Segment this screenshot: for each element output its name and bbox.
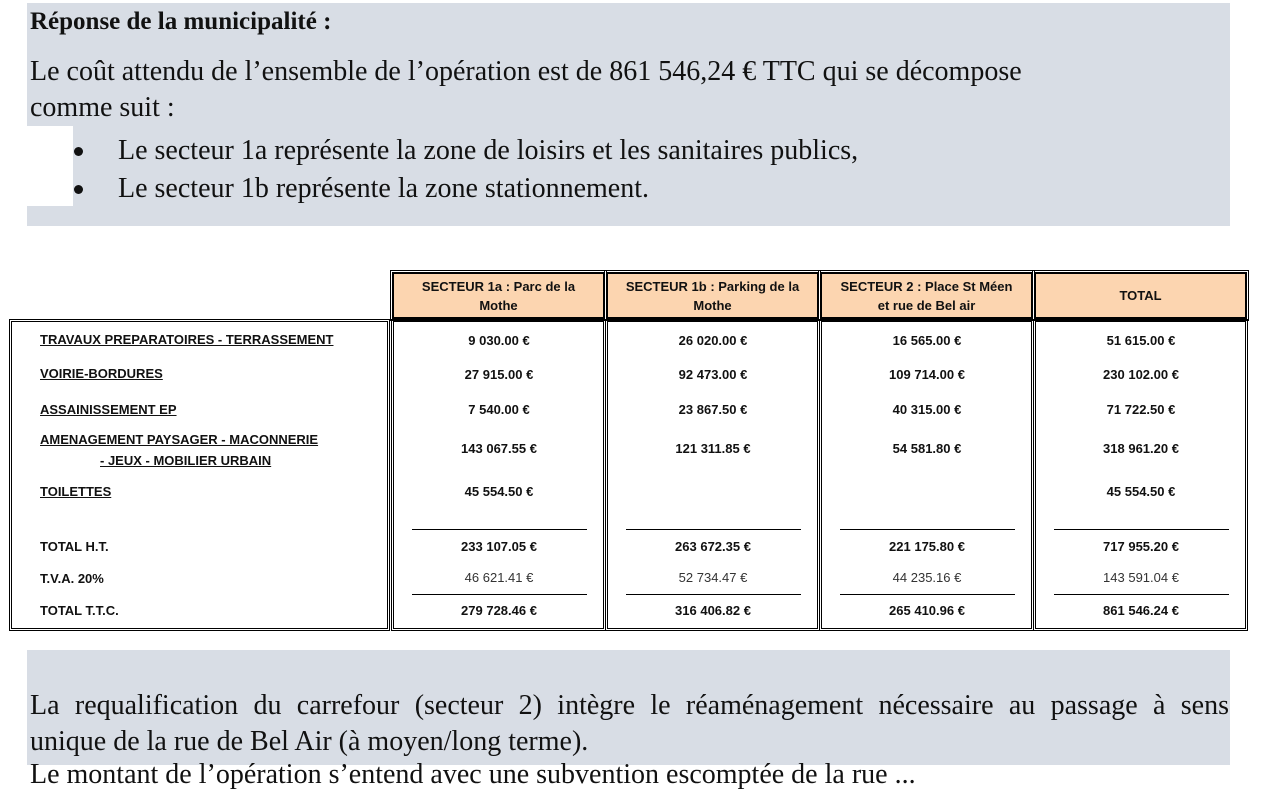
row-label-amenagement: AMENAGEMENT PAYSAGER - MACONNERIE bbox=[40, 432, 319, 447]
footer-text-line-3-cut: Le montant de l’opération s’entend avec une subvention escomptée de la rue ... bbox=[30, 759, 916, 790]
cell-value: 230 102.00 € bbox=[1103, 367, 1179, 382]
cell-value: 27 915.00 € bbox=[464, 367, 534, 382]
sum-rule bbox=[1054, 529, 1229, 530]
row-label-voirie: VOIRIE-BORDURES bbox=[40, 366, 163, 381]
cell-total-ht: 263 672.35 € bbox=[675, 539, 751, 554]
cell-value: 45 554.50 € bbox=[1106, 484, 1176, 499]
cell-value: 45 554.50 € bbox=[464, 484, 534, 499]
row-label-total-ht: TOTAL H.T. bbox=[40, 539, 109, 554]
cell-tva: 44 235.16 € bbox=[892, 570, 962, 585]
cell-value: 318 961.20 € bbox=[1103, 441, 1179, 456]
header-total: TOTAL bbox=[1034, 272, 1247, 319]
cell-value: 51 615.00 € bbox=[1106, 333, 1176, 348]
cell-tva: 46 621.41 € bbox=[464, 570, 534, 585]
sum-rule bbox=[626, 594, 801, 595]
response-heading: Réponse de la municipalité : bbox=[30, 8, 332, 35]
row-label-amenagement-line-2: - JEUX - MOBILIER URBAIN bbox=[100, 453, 272, 468]
row-label-tva: T.V.A. 20% bbox=[40, 571, 104, 586]
cell-total-ttc: 316 406.82 € bbox=[675, 603, 751, 618]
cell-value: 143 067.55 € bbox=[461, 441, 537, 456]
footer-text-line-1: La requalification du carrefour (secteur 2) intègre le réaménagement nécessaire au passage à sens bbox=[30, 690, 1229, 721]
cell-value: 71 722.50 € bbox=[1106, 402, 1176, 417]
sum-rule bbox=[1054, 594, 1229, 595]
cell-value: 26 020.00 € bbox=[678, 333, 748, 348]
cell-total-ht: 221 175.80 € bbox=[889, 539, 965, 554]
intro-text-line-2: comme suit : bbox=[30, 92, 175, 123]
cell-tva: 52 734.47 € bbox=[678, 570, 748, 585]
row-label-toilettes: TOILETTES bbox=[40, 484, 112, 499]
sum-rule bbox=[840, 594, 1015, 595]
cell-value: 121 311.85 € bbox=[675, 441, 751, 456]
cell-value: 109 714.00 € bbox=[889, 367, 965, 382]
bullet-item-2: Le secteur 1b représente la zone stationnement. bbox=[118, 173, 649, 204]
cell-total-ht: 233 107.05 € bbox=[461, 539, 537, 554]
cell-value: 92 473.00 € bbox=[678, 367, 748, 382]
row-label-assainissement: ASSAINISSEMENT EP bbox=[40, 402, 177, 417]
cell-total-ht: 717 955.20 € bbox=[1103, 539, 1179, 554]
sum-rule bbox=[412, 594, 587, 595]
cell-value: 9 030.00 € bbox=[468, 333, 530, 348]
row-label-terrassement: TRAVAUX PREPARATOIRES - TERRASSEMENT bbox=[40, 332, 334, 347]
bullet-icon bbox=[74, 185, 83, 194]
cell-total-ttc: 861 546.24 € bbox=[1103, 603, 1179, 618]
cell-value: 23 867.50 € bbox=[678, 402, 748, 417]
intro-text-line-1: Le coût attendu de l’ensemble de l’opération est de 861 546,24 € TTC qui se décompose bbox=[30, 56, 1022, 87]
cell-value: 40 315.00 € bbox=[892, 402, 962, 417]
cell-value: 54 581.80 € bbox=[892, 441, 962, 456]
sum-rule bbox=[840, 529, 1015, 530]
header-secteur-1a: SECTEUR 1a : Parc de la Mothe bbox=[392, 272, 605, 319]
cell-total-ttc: 265 410.96 € bbox=[889, 603, 965, 618]
cell-total-ttc: 279 728.46 € bbox=[461, 603, 537, 618]
cell-tva: 143 591.04 € bbox=[1103, 570, 1179, 585]
header-secteur-2: SECTEUR 2 : Place St Méen et rue de Bel air bbox=[820, 272, 1033, 319]
bullet-icon bbox=[74, 147, 83, 156]
bullet-item-1: Le secteur 1a représente la zone de loisirs et les sanitaires publics, bbox=[118, 135, 859, 166]
row-label-total-ttc: TOTAL T.T.C. bbox=[40, 603, 119, 618]
bullet-gutter bbox=[27, 126, 73, 206]
header-secteur-1b: SECTEUR 1b : Parking de la Mothe bbox=[606, 272, 819, 319]
sum-rule bbox=[626, 529, 801, 530]
cell-value: 7 540.00 € bbox=[468, 402, 530, 417]
sum-rule bbox=[412, 529, 587, 530]
cell-value: 16 565.00 € bbox=[892, 333, 962, 348]
footer-text-line-2: unique de la rue de Bel Air (à moyen/long terme). bbox=[30, 726, 589, 757]
